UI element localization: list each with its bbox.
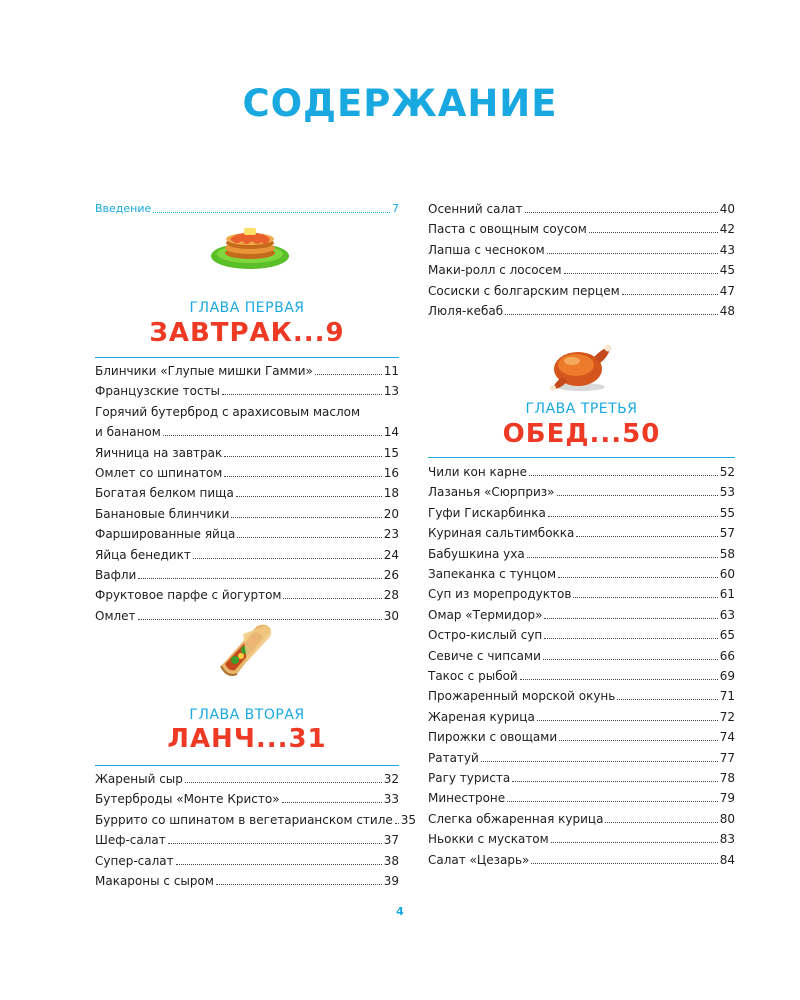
toc-entry[interactable] <box>95 582 399 602</box>
toc-entry[interactable] <box>428 216 735 236</box>
toc-entry-page: 24 <box>383 547 399 562</box>
dot-leader <box>605 821 717 823</box>
dot-leader <box>544 637 717 639</box>
dot-leader <box>548 515 718 517</box>
toc-entry-title: Салат «Цезарь» <box>428 852 530 867</box>
toc-entry-title: Яичница на завтрак <box>95 445 223 460</box>
toc-entry[interactable] <box>428 520 735 540</box>
page-number: 4 <box>396 905 404 918</box>
dot-leader <box>222 393 382 395</box>
toc-entry[interactable] <box>95 378 399 398</box>
chapter-label: ГЛАВА ПЕРВАЯ <box>189 300 305 316</box>
toc-entry-title: Рататуй <box>428 750 479 765</box>
toc-entry-title: Бутерброды «Монте Кристо» <box>95 792 280 807</box>
chapter-title: ОБЕД...50 <box>502 419 661 449</box>
toc-entry-title: Прожаренный морской окунь <box>428 689 616 704</box>
toc-entry-title: Пирожки с овощами <box>428 730 558 745</box>
toc-entry-title: Суп из морепродуктов <box>428 587 572 602</box>
toc-entry-page: 57 <box>719 526 735 541</box>
toc-entry-title: Жареный сыр <box>95 772 183 786</box>
dot-leader <box>231 516 381 518</box>
toc-entry[interactable] <box>95 440 399 460</box>
toc-entry-page: 15 <box>383 445 399 460</box>
dot-leader <box>282 801 382 803</box>
toc-entry[interactable] <box>95 480 399 500</box>
toc-entry-title: Севиче с чипсами <box>428 648 541 663</box>
toc-entry-page: 32 <box>383 772 399 786</box>
dot-leader <box>283 597 381 599</box>
chapter-label: ГЛАВА ТРЕТЬЯ <box>525 401 638 417</box>
toc-entry-title: Остро-кислый суп <box>428 628 543 643</box>
toc-entry-title: Макароны с сыром <box>95 874 214 888</box>
toc-entry-page: 14 <box>383 425 399 440</box>
toc-entry[interactable] <box>428 561 735 581</box>
toc-entry[interactable] <box>428 826 735 846</box>
toc-entry-title: Горячий бутерброд с арахисовым маслом <box>95 404 361 419</box>
dot-leader <box>216 883 382 885</box>
dot-leader <box>576 535 717 537</box>
dot-leader <box>573 596 717 598</box>
toc-entry-title: Омлет со шпинатом <box>95 466 223 480</box>
toc-entry[interactable] <box>428 724 735 744</box>
toc-entry-title: Куриная сальтимбокка <box>428 526 575 541</box>
dot-leader <box>537 719 718 721</box>
dot-leader <box>531 862 717 864</box>
toc-entry-page: 63 <box>719 607 735 622</box>
toc-entry-page: 26 <box>383 568 399 582</box>
toc-entry-title: Банановые блинчики <box>95 506 230 521</box>
toc-entry-title: Осенний салат <box>428 202 523 216</box>
toc-entry[interactable] <box>428 663 735 683</box>
toc-entry-title: Лазанья «Сюрприз» <box>428 485 555 500</box>
toc-entry-page: 80 <box>719 811 735 826</box>
toc-entry-page: 74 <box>719 730 735 745</box>
toc-entry-title: Французские тосты <box>95 384 221 399</box>
toc-entry-title: Супер-салат <box>95 853 174 868</box>
toc-entry-page: 13 <box>383 384 399 399</box>
toc-right-column <box>428 0 735 1000</box>
toc-entry-page: 16 <box>383 466 399 480</box>
toc-entry-page: 71 <box>719 689 735 704</box>
toc-entry[interactable] <box>428 257 735 277</box>
dot-leader <box>543 658 718 660</box>
toc-entry[interactable] <box>428 765 735 785</box>
toc-entry-title: Фаршированные яйца <box>95 527 236 542</box>
toc-entry-title: Минестроне <box>428 791 506 806</box>
toc-entry-title: Рагу туриста <box>428 771 511 785</box>
dot-leader <box>236 495 382 497</box>
toc-entry[interactable] <box>95 868 399 888</box>
toc-entry[interactable] <box>428 459 735 479</box>
toc-entry-page: 11 <box>383 364 399 378</box>
burrito-icon <box>213 620 277 680</box>
toc-entry[interactable] <box>428 500 735 520</box>
dot-leader <box>558 576 718 578</box>
dot-leader <box>176 863 382 865</box>
toc-entry[interactable] <box>428 278 735 298</box>
toc-entry-title: Сосиски с болгарским перцем <box>428 283 620 298</box>
toc-entry-title: Фруктовое парфе с йогуртом <box>95 588 282 603</box>
toc-entry[interactable] <box>95 542 399 562</box>
toc-entry[interactable] <box>95 501 399 521</box>
toc-entry-title: Слегка обжаренная курица <box>428 811 604 826</box>
toc-entry-page: 23 <box>383 527 399 542</box>
toc-entry[interactable] <box>428 581 735 601</box>
toc-entry-page: 61 <box>719 587 735 602</box>
dot-leader <box>395 822 399 824</box>
dot-leader <box>185 781 382 783</box>
toc-entry-page: 45 <box>719 263 735 278</box>
toc-entry-page: 37 <box>383 833 399 848</box>
toc-entry[interactable] <box>95 807 417 827</box>
toc-entry-page: 33 <box>383 792 399 807</box>
toc-entry[interactable] <box>428 847 735 867</box>
dot-leader <box>505 313 718 315</box>
toc-entry[interactable] <box>428 643 735 663</box>
dot-leader <box>617 698 717 700</box>
dot-leader <box>224 475 381 477</box>
toc-entry[interactable] <box>95 786 399 806</box>
toc-entry-page: 65 <box>719 628 735 643</box>
chapter-title: ЛАНЧ...31 <box>167 724 327 754</box>
toc-entry-title: Запеканка с тунцом <box>428 567 557 581</box>
toc-entry-page: 78 <box>719 771 735 785</box>
toc-entry[interactable] <box>428 298 735 318</box>
dot-leader <box>163 434 382 436</box>
roast-chicken-icon <box>548 337 614 393</box>
toc-entry[interactable] <box>428 785 735 805</box>
toc-entry-page: 30 <box>383 608 399 623</box>
dot-leader <box>193 557 382 559</box>
toc-entry[interactable] <box>95 766 399 786</box>
toc-entry-title: Буррито со шпинатом в вегетарианском стиле <box>95 812 393 827</box>
dot-leader <box>315 373 382 375</box>
toc-entry-title: Люля-кебаб <box>428 304 504 318</box>
toc-entry-page: 43 <box>719 242 735 257</box>
toc-entry-page: 60 <box>719 567 735 581</box>
dot-leader <box>138 577 381 579</box>
dot-leader <box>481 760 718 762</box>
toc-entry[interactable] <box>95 848 399 868</box>
toc-entry[interactable] <box>95 358 399 378</box>
toc-entry[interactable] <box>95 562 399 582</box>
toc-entry-page: 39 <box>383 874 399 888</box>
toc-entry-title: Введение <box>95 202 152 215</box>
toc-entry[interactable] <box>428 683 735 703</box>
toc-entry-page: 35 <box>400 812 417 827</box>
toc-entry-title: Блинчики «Глупые мишки Гамми» <box>95 364 313 378</box>
toc-entry[interactable] <box>95 419 399 439</box>
dot-leader <box>512 780 717 782</box>
toc-entry-page: 55 <box>719 505 735 520</box>
toc-entry-title: Чили кон карне <box>428 465 528 479</box>
toc-entry-title: Лапша с чесноком <box>428 242 545 257</box>
dot-leader <box>237 536 381 538</box>
dot-leader <box>544 617 717 619</box>
toc-entry-title: и бананом <box>95 425 161 440</box>
dot-leader <box>589 231 718 233</box>
toc-entry-page: 47 <box>719 283 735 298</box>
dot-leader <box>547 252 718 254</box>
toc-entry-title: Бабушкина уха <box>428 546 525 561</box>
toc-entry[interactable] <box>95 827 399 847</box>
toc-entry-page: 48 <box>719 304 735 318</box>
toc-entry-page: 72 <box>719 709 735 724</box>
toc-entry[interactable] <box>428 622 735 642</box>
toc-entry-page: 58 <box>719 546 735 561</box>
toc-entry-title: Гуфи Гискарбинка <box>428 505 546 520</box>
toc-entry-page: 77 <box>719 750 735 765</box>
toc-entry-page: 79 <box>719 791 735 806</box>
toc-entry-page: 83 <box>719 832 735 847</box>
toc-entry-title: Жареная курица <box>428 709 535 724</box>
toc-entry-page: 53 <box>719 485 735 500</box>
chapter-divider <box>428 457 735 458</box>
toc-entry-title: Яйца бенедикт <box>95 547 191 562</box>
dot-leader <box>622 293 718 295</box>
toc-entry-title: Омар «Термидор» <box>428 607 543 622</box>
toc-entry-page: 69 <box>719 669 735 683</box>
toc-entry[interactable] <box>428 806 735 826</box>
dot-leader <box>153 211 390 213</box>
toc-entry-page: 42 <box>719 222 735 237</box>
dot-leader <box>525 211 718 213</box>
toc-entry-page: 52 <box>719 465 735 479</box>
toc-entry[interactable] <box>428 704 735 724</box>
dot-leader <box>557 494 718 496</box>
toc-entry[interactable] <box>95 460 399 480</box>
toc-entry[interactable] <box>428 479 735 499</box>
toc-entry-page: 38 <box>383 853 399 868</box>
toc-entry-title: Богатая белком пища <box>95 486 234 501</box>
pancakes-icon <box>208 222 292 272</box>
toc-entry[interactable] <box>428 602 735 622</box>
toc-entry-title: Шеф-салат <box>95 833 166 848</box>
dot-leader <box>529 474 718 476</box>
chapter-label: ГЛАВА ВТОРАЯ <box>189 707 305 723</box>
dot-leader <box>551 841 718 843</box>
dot-leader <box>507 800 718 802</box>
toc-entry-title: Ньокки с мускатом <box>428 832 549 847</box>
dot-leader <box>520 678 718 680</box>
toc-entry-title: Такос с рыбой <box>428 669 518 683</box>
toc-entry-page: 84 <box>719 852 735 867</box>
toc-entry-page: 40 <box>719 202 735 216</box>
toc-entry-title: Омлет <box>95 608 136 623</box>
chapter-title: ЗАВТРАК...9 <box>149 318 345 348</box>
toc-entry[interactable] <box>95 521 399 541</box>
toc-entry[interactable] <box>428 541 735 561</box>
toc-entry-page: 18 <box>383 486 399 501</box>
dot-leader <box>559 739 718 741</box>
page-title: СОДЕРЖАНИЕ <box>242 82 558 125</box>
toc-entry-page: 20 <box>383 506 399 521</box>
toc-entry-page: 66 <box>719 648 735 663</box>
toc-entry[interactable] <box>428 745 735 765</box>
toc-entry[interactable] <box>428 237 735 257</box>
toc-entry-intro[interactable] <box>95 196 399 216</box>
toc-entry[interactable] <box>428 196 735 216</box>
dot-leader <box>564 272 718 274</box>
dot-leader <box>527 556 718 558</box>
toc-entry-page: 7 <box>392 202 399 215</box>
toc-entry-page: 28 <box>383 588 399 603</box>
toc-entry-title: Вафли <box>95 568 137 582</box>
toc-entry[interactable] <box>95 399 399 419</box>
dot-leader <box>224 455 381 457</box>
toc-entry-title: Паста с овощным соусом <box>428 222 587 237</box>
toc-entry-title: Маки-ролл с лососем <box>428 263 562 278</box>
dot-leader <box>168 842 382 844</box>
